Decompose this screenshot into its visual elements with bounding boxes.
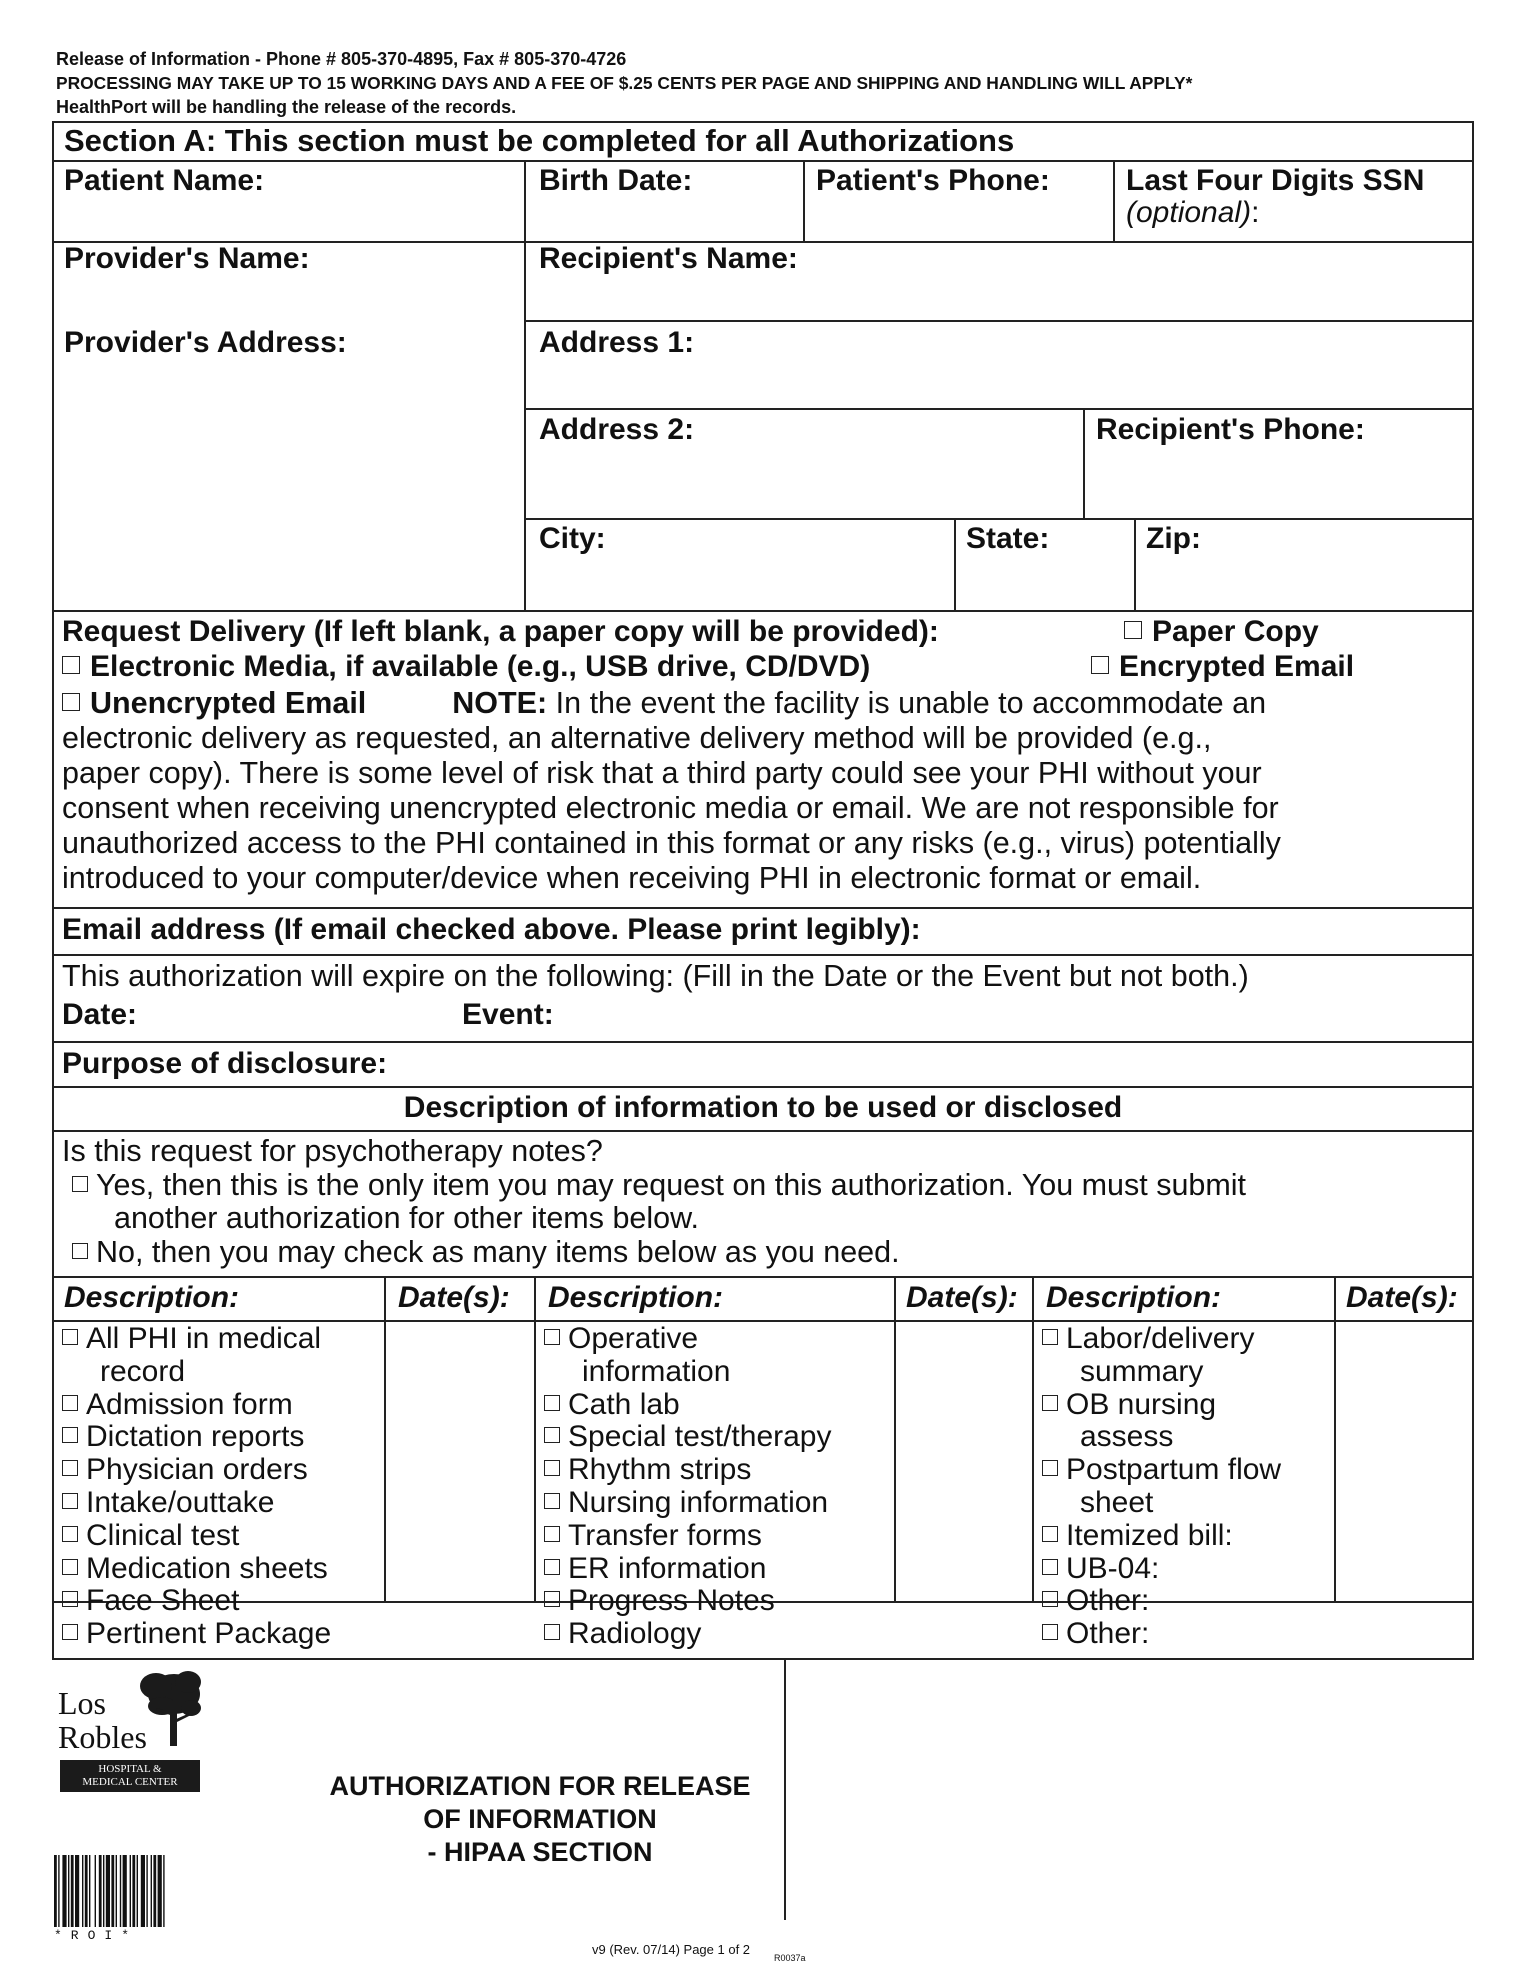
list-item[interactable]	[544, 1487, 831, 1520]
item-label: Postpartum flow	[1066, 1453, 1282, 1487]
item-label: Other:	[1066, 1584, 1150, 1618]
barcode	[54, 1855, 200, 1927]
checkbox[interactable]	[544, 1559, 560, 1575]
version-text: v9 (Rev. 07/14) Page 1 of 2	[592, 1942, 751, 1957]
list-item-continued	[1042, 1421, 1281, 1454]
psychotherapy-yes-label: Yes, then this is the only item you may request on this authorization. You must submit	[96, 1168, 1247, 1202]
checkbox[interactable]	[62, 1460, 78, 1476]
section-a-title: Section A: This section must be completed for all Authorizations	[64, 123, 1015, 158]
zip-label: Zip:	[1146, 522, 1201, 555]
los-robles-logo	[56, 1668, 202, 1792]
item-label: Radiology	[568, 1617, 702, 1651]
barcode-bar	[130, 1855, 131, 1927]
checkbox[interactable]	[544, 1493, 560, 1509]
electronic-media-checkbox[interactable]	[62, 656, 80, 674]
checkbox[interactable]	[1042, 1624, 1058, 1640]
item-label: record	[100, 1354, 186, 1388]
list-item[interactable]	[1042, 1520, 1281, 1553]
divider	[54, 954, 1472, 956]
list-item[interactable]	[62, 1618, 331, 1651]
divider	[54, 610, 1472, 612]
divider	[1032, 1276, 1034, 1601]
barcode-bar	[71, 1855, 74, 1927]
logo-subtitle	[60, 1760, 200, 1792]
barcode-bar	[62, 1855, 66, 1927]
barcode-bar	[151, 1855, 152, 1927]
item-label: All PHI in medical	[86, 1322, 322, 1355]
footer-divider	[784, 1658, 786, 1920]
item-label: Intake/outtake	[86, 1485, 275, 1519]
column1-dates-header: Date(s):	[398, 1281, 510, 1314]
barcode-bar	[111, 1855, 114, 1927]
barcode-bar	[95, 1855, 96, 1927]
column1-description-header: Description:	[64, 1281, 240, 1314]
divider	[524, 408, 1472, 410]
item-label: ER information	[568, 1551, 767, 1585]
psychotherapy-no-label: No, then you may check as many items below as you need.	[96, 1235, 900, 1269]
ssn-optional-text: (optional)	[1126, 196, 1252, 229]
address2-label: Address 2:	[539, 413, 695, 446]
checkbox[interactable]	[1042, 1395, 1058, 1411]
barcode-bar	[54, 1855, 57, 1927]
barcode-bar	[158, 1855, 162, 1927]
list-item[interactable]	[544, 1389, 831, 1422]
form-title-line2: OF INFORMATION	[423, 1804, 657, 1834]
checkbox[interactable]	[62, 1395, 78, 1411]
item-label: Admission form	[86, 1387, 293, 1421]
list-item[interactable]	[1042, 1553, 1281, 1586]
checkbox[interactable]	[544, 1526, 560, 1542]
divider	[1334, 1276, 1336, 1601]
note-line: paper copy). There is some level of risk that a third party could see your PHI without your	[62, 756, 1262, 790]
barcode-bar	[103, 1855, 104, 1927]
item-label: Progress Notes	[568, 1584, 775, 1618]
logo-line2: Robles	[58, 1719, 147, 1755]
list-item[interactable]	[62, 1553, 331, 1586]
column3-dates-header: Date(s):	[1346, 1281, 1458, 1314]
delivery-intro: Request Delivery (If left blank, a paper copy will be provided):	[62, 615, 939, 648]
unencrypted-email-option[interactable]	[62, 686, 366, 720]
address1-label: Address 1:	[539, 326, 695, 359]
note-line: consent when receiving unencrypted electronic media or email. We are not responsible for	[62, 791, 1279, 825]
divider	[1134, 518, 1136, 610]
barcode-text: *ROI*	[54, 1928, 139, 1943]
list-item[interactable]	[1042, 1323, 1281, 1356]
patient-phone-label: Patient's Phone:	[816, 164, 1050, 197]
barcode-bar	[141, 1855, 145, 1927]
ssn-optional-note	[1126, 197, 1259, 229]
item-label: Special test/therapy	[568, 1420, 832, 1454]
paper-copy-label: Paper Copy	[1152, 615, 1319, 648]
item-label: Itemized bill:	[1066, 1518, 1233, 1552]
checkbox[interactable]	[544, 1395, 560, 1411]
list-item[interactable]	[544, 1421, 831, 1454]
barcode-bar	[123, 1855, 127, 1927]
list-item[interactable]	[544, 1553, 831, 1586]
list-item-continued	[1042, 1487, 1281, 1520]
header-healthport-note: HealthPort will be handling the release of the records.	[56, 97, 517, 117]
logo-sub-line1: HOSPITAL &	[98, 1763, 162, 1775]
list-item[interactable]	[62, 1487, 331, 1520]
list-item-continued	[544, 1356, 831, 1389]
list-item[interactable]	[1042, 1454, 1281, 1487]
list-item[interactable]	[62, 1421, 331, 1454]
psychotherapy-yes-continued: another authorization for other items below.	[114, 1201, 699, 1235]
form-code: R0037a	[774, 1953, 806, 1963]
checkbox[interactable]	[1042, 1329, 1058, 1345]
logo-line1: Los	[58, 1685, 106, 1721]
divider	[54, 160, 1472, 162]
expiration-date-label: Date:	[62, 998, 138, 1031]
list-item[interactable]	[62, 1585, 331, 1618]
barcode-bar	[85, 1855, 88, 1927]
item-label: information	[582, 1354, 731, 1388]
barcode-bar	[82, 1855, 83, 1927]
column2-items	[544, 1323, 831, 1651]
item-label: Nursing information	[568, 1485, 829, 1519]
psychotherapy-no-checkbox[interactable]	[72, 1243, 88, 1259]
encrypted-email-label: Encrypted Email	[1119, 650, 1355, 683]
paper-copy-checkbox[interactable]	[1124, 621, 1142, 639]
psychotherapy-yes-checkbox[interactable]	[72, 1176, 88, 1192]
form-title-line1: AUTHORIZATION FOR RELEASE	[329, 1771, 751, 1801]
ssn-colon: :	[1251, 196, 1260, 229]
list-item[interactable]	[62, 1389, 331, 1422]
list-item[interactable]	[62, 1323, 331, 1356]
item-label: Medication sheets	[86, 1551, 328, 1585]
list-item[interactable]	[544, 1323, 831, 1356]
note-lead-text: In the event the facility is unable to accommodate an	[555, 686, 1267, 720]
item-label: Physician orders	[86, 1453, 308, 1487]
checkbox[interactable]	[544, 1460, 560, 1476]
item-label: Operative	[568, 1322, 699, 1355]
checkbox[interactable]	[62, 1559, 78, 1575]
column2-description-header: Description:	[548, 1281, 724, 1314]
checkbox[interactable]	[62, 1591, 78, 1607]
birth-date-label: Birth Date:	[539, 164, 693, 197]
note-line: introduced to your computer/device when receiving PHI in electronic format or email.	[62, 861, 1202, 895]
item-label: Dictation reports	[86, 1420, 305, 1454]
divider	[524, 320, 1472, 322]
checkbox[interactable]	[62, 1427, 78, 1443]
checkbox[interactable]	[62, 1329, 78, 1345]
list-item[interactable]	[544, 1454, 831, 1487]
barcode-bar	[75, 1855, 79, 1927]
encrypted-email-option[interactable]	[1091, 651, 1354, 683]
note-label: NOTE:	[452, 686, 548, 720]
checkbox[interactable]	[544, 1591, 560, 1607]
list-item[interactable]	[544, 1520, 831, 1553]
form-table	[52, 121, 1474, 1660]
list-item[interactable]	[544, 1618, 831, 1651]
psychotherapy-no-option[interactable]	[72, 1235, 900, 1269]
checkbox[interactable]	[1042, 1559, 1058, 1575]
barcode-bar	[106, 1855, 110, 1927]
patient-name-label: Patient Name:	[64, 164, 265, 197]
item-label: Clinical test	[86, 1518, 240, 1552]
item-label: Face Sheet	[86, 1584, 240, 1618]
psychotherapy-yes-option[interactable]	[72, 1168, 1246, 1202]
note-line: electronic delivery as requested, an alternative delivery method will be provided (e.g.,	[62, 721, 1212, 755]
divider	[954, 518, 956, 610]
divider	[54, 1041, 1472, 1043]
logo-sub-line2: MEDICAL CENTER	[82, 1776, 178, 1788]
checkbox[interactable]	[544, 1329, 560, 1345]
unencrypted-email-line	[62, 686, 1266, 721]
recipient-name-label: Recipient's Name:	[539, 242, 798, 275]
barcode-bar	[89, 1855, 90, 1927]
email-address-label: Email address (If email checked above. Please print legibly):	[62, 913, 921, 946]
column3-description-header: Description:	[1046, 1281, 1222, 1314]
list-item[interactable]	[1042, 1389, 1281, 1422]
barcode-bar	[68, 1855, 69, 1927]
encrypted-email-checkbox[interactable]	[1091, 656, 1109, 674]
barcode-bar	[99, 1855, 102, 1927]
item-label: UB-04:	[1066, 1551, 1160, 1585]
barcode-bar	[153, 1855, 156, 1927]
electronic-media-option[interactable]	[62, 651, 870, 683]
paper-copy-option[interactable]	[1124, 616, 1319, 648]
provider-address-label: Provider's Address:	[64, 326, 347, 359]
barcode-bar	[163, 1855, 164, 1927]
item-label: Cath lab	[568, 1387, 680, 1421]
divider	[803, 160, 805, 241]
divider	[524, 160, 526, 610]
ssn-label: Last Four Digits SSN	[1126, 164, 1425, 197]
list-item[interactable]	[1042, 1585, 1281, 1618]
item-label: Labor/delivery	[1066, 1322, 1255, 1355]
item-label: summary	[1080, 1354, 1204, 1388]
item-label: Other:	[1066, 1617, 1150, 1651]
divider	[384, 1276, 386, 1601]
list-item[interactable]	[62, 1454, 331, 1487]
list-item[interactable]	[62, 1520, 331, 1553]
divider	[54, 1276, 1472, 1278]
divider	[524, 518, 1472, 520]
barcode-bar	[116, 1855, 117, 1927]
barcode-bar	[137, 1855, 138, 1927]
checkbox[interactable]	[544, 1624, 560, 1640]
header-processing-notice: PROCESSING MAY TAKE UP TO 15 WORKING DAYS AND A FEE OF $.25 CENTS PER PAGE AND SHIPPING AND HANDLING WILL APPLY*	[56, 73, 1193, 93]
barcode-bar	[146, 1855, 147, 1927]
purpose-label: Purpose of disclosure:	[62, 1047, 388, 1080]
barcode-bar	[120, 1855, 121, 1927]
header-contact-line: Release of Information - Phone # 805-370-4895, Fax # 805-370-4726	[56, 49, 627, 69]
city-label: City:	[539, 522, 606, 555]
recipient-phone-label: Recipient's Phone:	[1096, 413, 1365, 446]
divider	[534, 1276, 536, 1601]
checkbox[interactable]	[62, 1493, 78, 1509]
checkbox[interactable]	[544, 1427, 560, 1443]
checkbox[interactable]	[1042, 1591, 1058, 1607]
checkbox[interactable]	[62, 1526, 78, 1542]
divider	[894, 1276, 896, 1601]
divider	[54, 1086, 1472, 1088]
divider	[1113, 160, 1115, 241]
form-title	[300, 1770, 780, 1869]
item-label: sheet	[1080, 1485, 1154, 1519]
list-item-continued	[62, 1356, 331, 1389]
checkbox[interactable]	[1042, 1526, 1058, 1542]
column3-items	[1042, 1323, 1281, 1651]
unencrypted-email-label: Unencrypted Email	[90, 686, 367, 720]
psychotherapy-question: Is this request for psychotherapy notes?	[62, 1134, 603, 1168]
item-label: Transfer forms	[568, 1518, 762, 1552]
item-label: Rhythm strips	[568, 1453, 752, 1487]
note-line: unauthorized access to the PHI contained in this format or any risks (e.g., virus) potentially	[62, 826, 1281, 860]
item-label: Pertinent Package	[86, 1617, 332, 1651]
item-label: OB nursing	[1066, 1387, 1217, 1421]
divider	[54, 907, 1472, 909]
column1-items	[62, 1323, 331, 1651]
electronic-media-label: Electronic Media, if available (e.g., USB drive, CD/DVD)	[90, 650, 871, 683]
checkbox[interactable]	[62, 1624, 78, 1640]
expiration-text: This authorization will expire on the following: (Fill in the Date or the Event but not both.)	[62, 959, 1249, 993]
description-title: Description of information to be used or disclosed	[403, 1091, 1123, 1124]
provider-name-label: Provider's Name:	[64, 242, 310, 275]
item-label: assess	[1080, 1420, 1174, 1454]
state-label: State:	[966, 522, 1050, 555]
unencrypted-email-checkbox[interactable]	[62, 693, 80, 711]
barcode-bar	[58, 1855, 59, 1927]
expiration-event-label: Event:	[462, 998, 554, 1031]
barcode-bar	[132, 1855, 135, 1927]
list-item-continued	[1042, 1356, 1281, 1389]
list-item[interactable]	[1042, 1618, 1281, 1651]
column2-dates-header: Date(s):	[906, 1281, 1018, 1314]
divider	[1083, 408, 1085, 518]
divider	[54, 1130, 1472, 1132]
list-item[interactable]	[544, 1585, 831, 1618]
form-title-line3: - HIPAA SECTION	[427, 1837, 653, 1867]
checkbox[interactable]	[1042, 1460, 1058, 1476]
